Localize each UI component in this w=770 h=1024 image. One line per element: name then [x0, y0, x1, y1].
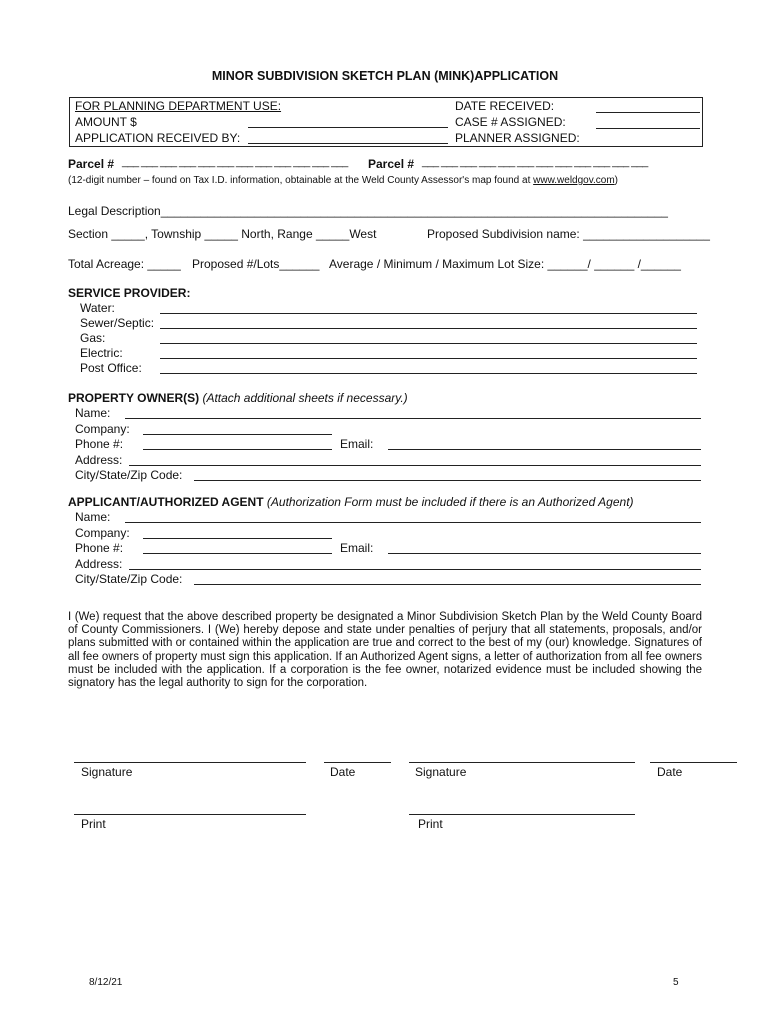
owner-address-field[interactable] [129, 465, 701, 466]
parcel-label-2: Parcel # [368, 157, 415, 171]
total-acreage[interactable]: Total Acreage: _____ [68, 257, 181, 271]
form-title: MINOR SUBDIVISION SKETCH PLAN (MINK)APPLICATION [211, 69, 559, 83]
date-received-label: DATE RECEIVED: [455, 99, 555, 113]
planner-assigned-label: PLANNER ASSIGNED: [455, 131, 580, 145]
applicant-email-field[interactable] [388, 553, 701, 554]
case-assigned-label: CASE # ASSIGNED: [455, 115, 566, 129]
signature-label-2: Signature [415, 765, 467, 779]
gas-field[interactable] [160, 343, 697, 344]
date-label-2: Date [657, 765, 683, 779]
signature-line-1[interactable] [74, 762, 306, 763]
owner-company-label: Company: [75, 422, 130, 436]
print-label-2: Print [418, 817, 443, 831]
amount-label: AMOUNT $ [75, 115, 137, 129]
date-line-2[interactable] [650, 762, 737, 763]
signature-label-1: Signature [81, 765, 133, 779]
case-assigned-field[interactable] [596, 128, 700, 129]
proposed-lots[interactable]: Proposed #/Lots______ [192, 257, 320, 271]
parcel-field-2[interactable]: ___ ___ ___ ___ ___ ___ ___ ___ ___ ___ ___ ___ [422, 156, 648, 168]
owner-email-field[interactable] [388, 449, 701, 450]
amount-field[interactable] [248, 127, 448, 128]
weldgov-link[interactable]: www.weldgov.com [533, 175, 615, 186]
water-label: Water: [80, 301, 115, 315]
lot-size[interactable]: Average / Minimum / Maximum Lot Size: ______/ ______ /______ [329, 257, 681, 271]
legal-description-field[interactable]: Legal Description____________________________________________________________________________ [68, 204, 668, 218]
print-label-1: Print [81, 817, 106, 831]
property-owner-heading: PROPERTY OWNER(S) (Attach additional sheets if necessary.) [68, 391, 408, 405]
applicant-company-field[interactable] [143, 538, 332, 539]
section-township-range[interactable]: Section _____, Township _____ North, Range _____West [68, 227, 377, 241]
owner-name-field[interactable] [125, 418, 701, 419]
applicant-address-label: Address: [75, 557, 123, 571]
electric-label: Electric: [80, 346, 123, 360]
applicant-heading: APPLICANT/AUTHORIZED AGENT (Authorization Form must be included if there is an Authorized Agent) [68, 495, 634, 509]
water-field[interactable] [160, 313, 697, 314]
service-provider-heading: SERVICE PROVIDER: [68, 286, 191, 300]
applicant-city-label: City/State/Zip Code: [75, 572, 183, 586]
parcel-label-1: Parcel # [68, 157, 115, 171]
parcel-note: (12-digit number – found on Tax I.D. information, obtainable at the Weld County Assessor's map found at www.weldgov.com) [68, 175, 618, 186]
applicant-city-field[interactable] [194, 584, 701, 585]
print-line-1[interactable] [74, 814, 306, 815]
applicant-phone-label: Phone #: [75, 541, 124, 555]
date-line-1[interactable] [324, 762, 391, 763]
signature-line-2[interactable] [409, 762, 635, 763]
print-line-2[interactable] [409, 814, 635, 815]
owner-city-label: City/State/Zip Code: [75, 468, 183, 482]
footer-date: 8/12/21 [89, 977, 123, 988]
sewer-label: Sewer/Septic: [80, 316, 155, 330]
parcel-field-1[interactable]: ___ ___ ___ ___ ___ ___ ___ ___ ___ ___ ___ ___ [122, 156, 348, 168]
post-office-field[interactable] [160, 373, 697, 374]
applicant-name-field[interactable] [125, 522, 701, 523]
date-label-1: Date [330, 765, 356, 779]
applicant-company-label: Company: [75, 526, 130, 540]
received-by-label: APPLICATION RECEIVED BY: [75, 131, 241, 145]
received-by-field[interactable] [248, 143, 448, 144]
applicant-address-field[interactable] [129, 569, 701, 570]
owner-address-label: Address: [75, 453, 123, 467]
sewer-field[interactable] [160, 328, 697, 329]
gas-label: Gas: [80, 331, 106, 345]
proposed-subdivision-name[interactable]: Proposed Subdivision name: ___________________ [427, 227, 710, 241]
owner-name-label: Name: [75, 406, 111, 420]
owner-company-field[interactable] [143, 434, 332, 435]
electric-field[interactable] [160, 358, 697, 359]
applicant-name-label: Name: [75, 510, 111, 524]
owner-city-field[interactable] [194, 480, 701, 481]
office-use-heading: FOR PLANNING DEPARTMENT USE: [75, 99, 282, 113]
date-received-field[interactable] [596, 112, 700, 113]
declaration-statement: I (We) request that the above described property be designated a Minor Subdivision Sketch Plan by the Weld County Board of County Commissioners. I (We) hereby depose and state under penalties of perjury that all statements, proposals, and/or plans submitted with or contained within the application are true and correct to the best of my (our) knowledge. Signatures of all fee owners of property must sign this application. If an Authorized Agent signs, a letter of authorization from all fee owners must be included with the application. If a corporation is the fee owner, notarized evidence must be included showing the signatory has the legal authority to sign for the corporation. [68, 611, 702, 690]
applicant-email-label: Email: [340, 541, 374, 555]
owner-phone-label: Phone #: [75, 437, 124, 451]
applicant-phone-field[interactable] [143, 553, 332, 554]
owner-email-label: Email: [340, 437, 374, 451]
post-office-label: Post Office: [80, 361, 142, 375]
page-number: 5 [673, 977, 679, 988]
owner-phone-field[interactable] [143, 449, 332, 450]
